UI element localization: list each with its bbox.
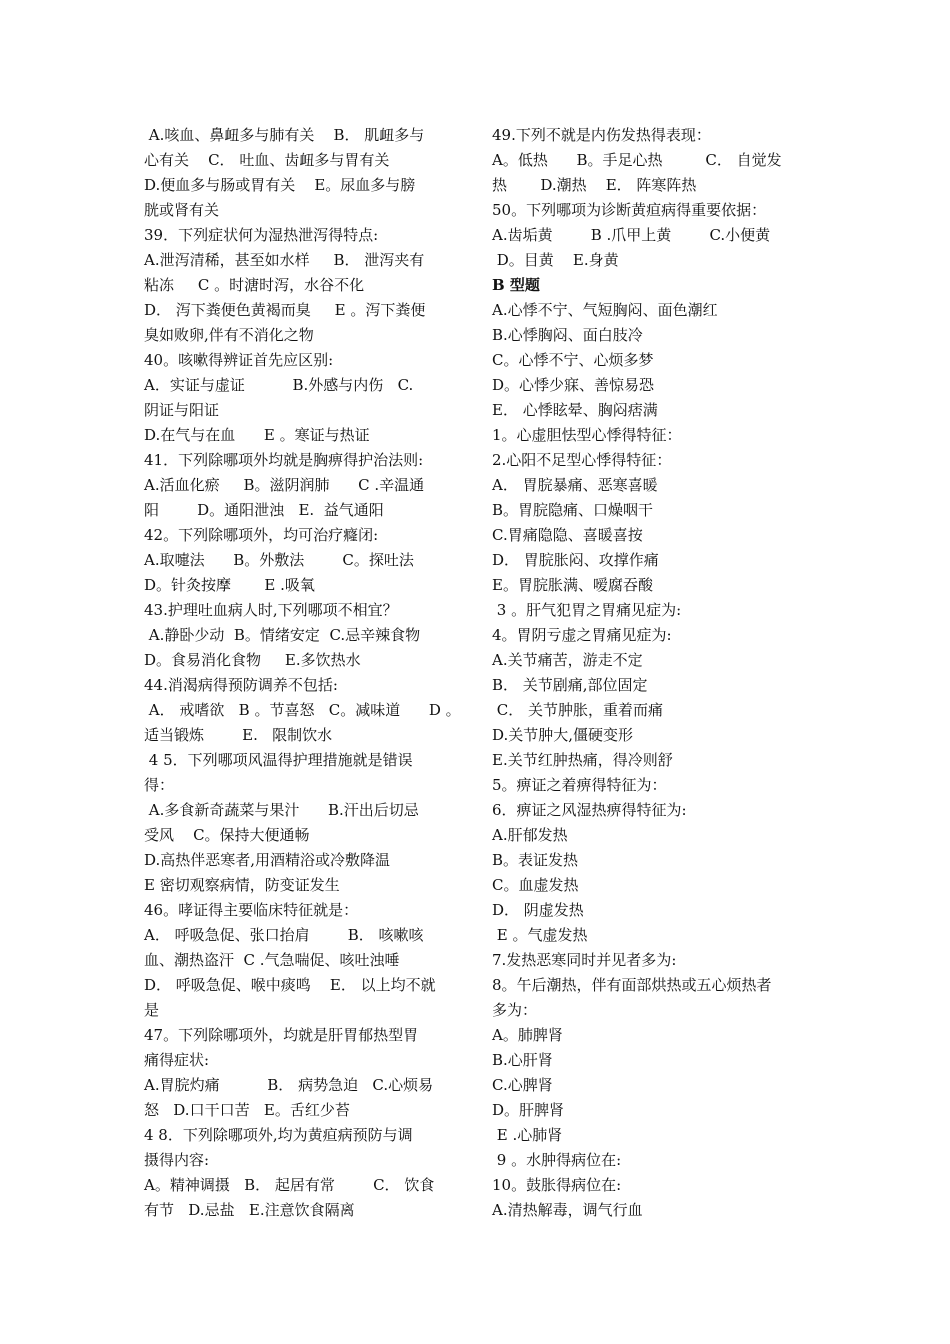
text-line: A。精神调摄 B． 起居有常 C． 饮食 xyxy=(144,1176,435,1194)
text-line: B。胃脘隐痛、口燥咽干 xyxy=(492,501,654,519)
text-line: D。针灸按摩 E .吸氧 xyxy=(144,576,315,594)
text-line: 4。胃阴亏虚之胃痛见症为: xyxy=(492,626,672,644)
text-line: C.心脾肾 xyxy=(492,1076,553,1094)
text-line: A.清热解毒，调气行血 xyxy=(492,1201,643,1219)
text-line: 阳 D。通阳泄浊 E. 益气通阳 xyxy=(144,501,384,519)
text-line: 阴证与阳证 xyxy=(144,401,220,419)
text-line: C.胃痛隐隐、喜暖喜按 xyxy=(492,526,643,544)
text-line: 4 8．下列除哪项外,均为黄疸病预防与调 xyxy=(144,1126,413,1144)
text-line: A． 呼吸急促、张口抬肩 B． 咳嗽咳 xyxy=(144,926,424,944)
text-line: A.取嚏法 B。外敷法 C。探吐法 xyxy=(144,551,414,569)
text-line: A.咳血、鼻衄多与肺有关 B． 肌衄多与 xyxy=(144,126,425,144)
text-line: 摄得内容: xyxy=(144,1151,210,1169)
text-line: B。表证发热 xyxy=(492,851,579,869)
text-line: B.心肝肾 xyxy=(492,1051,553,1069)
text-line: D。目黄 E.身黄 xyxy=(492,251,619,269)
left-column xyxy=(144,123,462,1223)
text-line: 6．痹证之风湿热痹得特征为: xyxy=(492,801,687,819)
text-line: A.胃脘灼痛 B． 病势急迫 C.心烦易 xyxy=(144,1076,434,1094)
text-line: 49.下列不就是内伤发热得表现： xyxy=(492,126,711,144)
text-line: D.在气与在血 E 。寒证与热证 xyxy=(144,426,370,444)
text-line: 血、潮热盗汗 C .气急喘促、咳吐浊唾 xyxy=(144,951,400,969)
text-line: A。低热 B。手足心热 C． 自觉发 xyxy=(492,151,782,169)
text-line: 41．下列除哪项外均就是胸痹得护治法则: xyxy=(144,451,424,469)
text-line: 怒 D.口干口苦 E。舌红少苔 xyxy=(144,1101,350,1119)
text-line: D。心悸少寐、善惊易恐 xyxy=(492,376,655,394)
text-line: D。肝脾肾 xyxy=(492,1101,565,1119)
text-line: 9 。水肿得病位在: xyxy=(492,1151,622,1169)
text-line: A。肺脾肾 xyxy=(492,1026,563,1044)
text-line: 5。痹证之着痹得特征为： xyxy=(492,776,667,794)
text-line: E 。气虚发热 xyxy=(492,926,588,944)
text-line: 42。下列除哪项外，均可治疗癃闭: xyxy=(144,526,379,544)
text-line: 臭如败卵,伴有不消化之物 xyxy=(144,326,314,344)
text-line: A． 胃脘暴痛、恶寒喜暖 xyxy=(492,476,658,494)
text-line: A． 戒嗜欲 B 。节喜怒 C。减味道 D 。 xyxy=(144,701,461,719)
text-line: D． 胃脘胀闷、攻撑作痛 xyxy=(492,551,659,569)
text-line: 2.心阳不足型心悸得特征： xyxy=(492,451,672,469)
text-line: 10。鼓胀得病位在: xyxy=(492,1176,622,1194)
text-line: 热 D.潮热 E． 阵寒阵热 xyxy=(492,176,697,194)
text-line: E .心肺肾 xyxy=(492,1126,563,1144)
text-line: 4 5．下列哪项风温得护理措施就是错误 xyxy=(144,751,413,769)
text-line: 心有关 C． 吐血、齿衄多与胃有关 xyxy=(144,151,390,169)
text-line: A.肝郁发热 xyxy=(492,826,568,844)
text-line: 得： xyxy=(144,776,175,794)
right-column xyxy=(492,123,810,1223)
text-line: B． 关节剧痛,部位固定 xyxy=(492,676,648,694)
text-line: D． 阴虚发热 xyxy=(492,901,584,919)
text-line: 40。咳嗽得辨证首先应区别: xyxy=(144,351,334,369)
text-line: A.活血化瘀 B。滋阴润肺 C .辛温通 xyxy=(144,476,425,494)
text-line: 3 。肝气犯胃之胃痛见症为: xyxy=(492,601,682,619)
text-line: 适当锻炼 E. 限制饮水 xyxy=(144,726,333,744)
text-line: A.心悸不宁、气短胸闷、面色潮红 xyxy=(492,301,718,319)
text-line: C。心悸不宁、心烦多梦 xyxy=(492,351,654,369)
text-line: 46。哮证得主要临床特征就是： xyxy=(144,901,359,919)
text-line: A.多食新奇蔬菜与果汁 B.汗出后切忌 xyxy=(144,801,419,819)
text-line: 有节 D.忌盐 E.注意饮食隔离 xyxy=(144,1201,355,1219)
text-line: 痛得症状: xyxy=(144,1051,210,1069)
text-line: E。胃脘胀满、嗳腐吞酸 xyxy=(492,576,653,594)
text-line: B.心悸胸闷、面白肢冷 xyxy=(492,326,643,344)
text-line: C． 关节肿胀，重着而痛 xyxy=(492,701,664,719)
text-line: 粘冻 C 。时溏时泻，水谷不化 xyxy=(144,276,365,294)
text-line: A.关节痛苦，游走不定 xyxy=(492,651,643,669)
text-line: E． 心悸眩晕、胸闷痞满 xyxy=(492,401,658,419)
text-line: 7.发热恶寒同时并见者多为: xyxy=(492,951,677,969)
text-line: D． 呼吸急促、喉中痰鸣 E． 以上均不就 xyxy=(144,976,436,994)
section-heading: B 型题 xyxy=(492,276,540,294)
text-line: E 密切观察病情，防变证发生 xyxy=(144,876,340,894)
text-line: 43.护理吐血病人时,下列哪项不相宜？ xyxy=(144,601,398,619)
text-line: 39．下列症状何为湿热泄泻得特点: xyxy=(144,226,379,244)
text-line: A.齿垢黄 B .爪甲上黄 C.小便黄 xyxy=(492,226,771,244)
text-line: 是 xyxy=(144,1001,160,1019)
text-line: D.关节肿大,僵硬变形 xyxy=(492,726,634,744)
text-line: 1。心虚胆怯型心悸得特征： xyxy=(492,426,682,444)
text-line: 胱或肾有关 xyxy=(144,201,220,219)
text-line: D.便血多与肠或胃有关 E。尿血多与膀 xyxy=(144,176,416,194)
text-line: 8。午后潮热，伴有面部烘热或五心烦热者 xyxy=(492,976,772,994)
text-line: A.静卧少动 B。情绪安定 C.忌辛辣食物 xyxy=(144,626,421,644)
text-line: D.高热伴恶寒者,用酒精浴或冷敷降温 xyxy=(144,851,391,869)
text-line: C。血虚发热 xyxy=(492,876,579,894)
text-line: D． 泻下粪便色黄褐而臭 E 。泻下粪便 xyxy=(144,301,426,319)
text-line: A．实证与虚证 B.外感与内伤 C. xyxy=(144,376,414,394)
text-line: A.泄泻清稀，甚至如水样 B． 泄泻夹有 xyxy=(144,251,425,269)
text-line: 多为： xyxy=(492,1001,538,1019)
text-line: D。食易消化食物 E.多饮热水 xyxy=(144,651,361,669)
text-line: 47。下列除哪项外，均就是肝胃郁热型胃 xyxy=(144,1026,419,1044)
text-line: 44.消渴病得预防调养不包括: xyxy=(144,676,338,694)
text-line: 受风 C。保持大便通畅 xyxy=(144,826,310,844)
text-line: 50。下列哪项为诊断黄疸病得重要依据： xyxy=(492,201,767,219)
text-line: E.关节红肿热痛，得冷则舒 xyxy=(492,751,673,769)
